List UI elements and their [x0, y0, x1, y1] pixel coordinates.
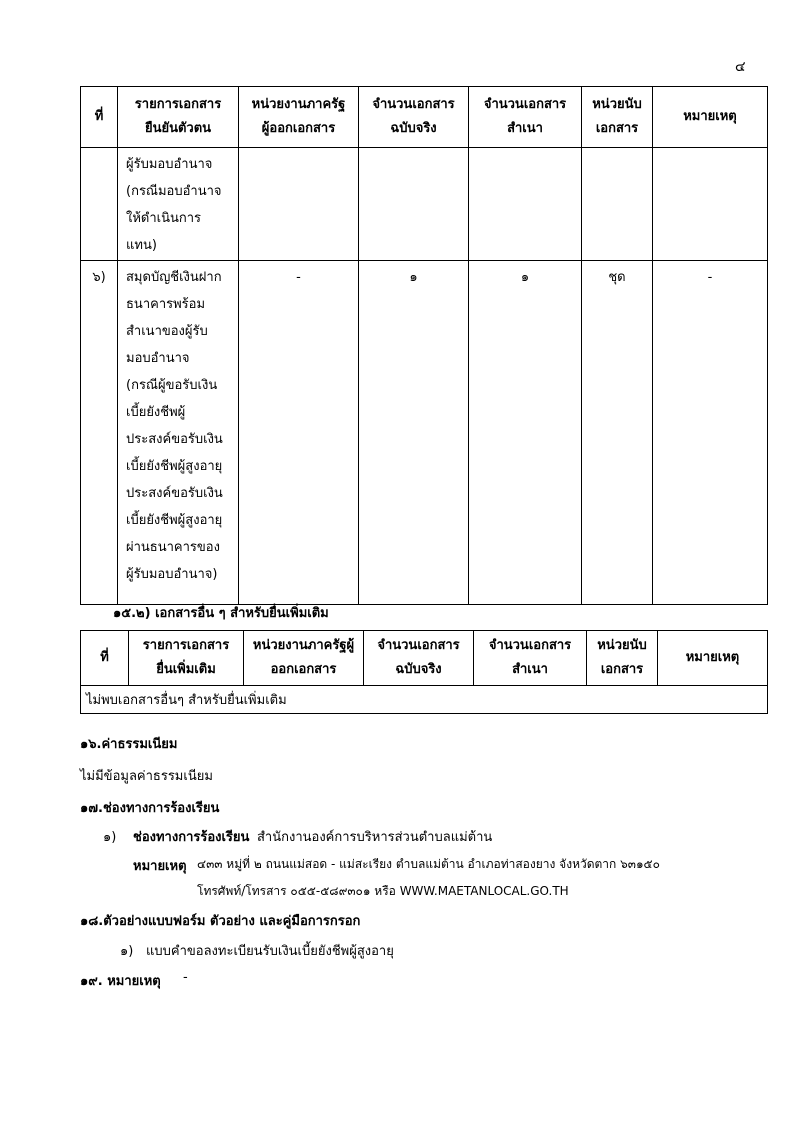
col-header-note: หมายเหตุ — [658, 631, 768, 686]
table-row — [81, 261, 768, 605]
row-agency — [239, 148, 359, 261]
row-original: ๑ — [359, 261, 469, 605]
col-header-no: ที่ — [81, 631, 129, 686]
row-unit: ชุด — [582, 261, 653, 605]
page-number: ๔ — [735, 59, 746, 75]
row-no: ๖) — [81, 261, 118, 605]
row-no — [81, 148, 118, 261]
documents-table — [80, 86, 768, 605]
row-original — [359, 148, 469, 261]
section-18-item-text: แบบคำขอลงทะเบียนรับเงินเบี้ยยังชีพผู้สูงอายุ — [146, 944, 394, 959]
row-agency: - — [239, 261, 359, 605]
col-header-original: จำนวนเอกสาร ฉบับจริง — [359, 87, 469, 148]
table-row — [81, 148, 768, 261]
section-17-note-label: หมายเหตุ — [133, 859, 187, 874]
col-header-agency: หน่วยงานภาครัฐ ผู้ออกเอกสาร — [239, 87, 359, 148]
section-17-note-value: ๔๓๓ หมู่ที่ ๒ ถนนแม่สอด - แม่สะเรียง ตำบลแม่ต้าน อำเภอท่าสองยาง จังหวัดตาก ๖๓๑๕๐ — [197, 857, 660, 871]
col-header-agency: หน่วยงานภาครัฐผู้ ออกเอกสาร — [244, 631, 364, 686]
col-header-item: รายการเอกสาร ยื่นเพิ่มเติม — [129, 631, 244, 686]
col-header-original: จำนวนเอกสาร ฉบับจริง — [364, 631, 474, 686]
col-header-unit: หน่วยนับ เอกสาร — [587, 631, 658, 686]
table-header-row — [81, 631, 768, 686]
section-19-text: - — [183, 970, 188, 985]
table-row — [81, 686, 768, 714]
empty-message: ไม่พบเอกสารอื่นๆ สำหรับยื่นเพิ่มเติม — [81, 686, 768, 714]
col-header-unit: หน่วยนับ เอกสาร — [582, 87, 653, 148]
col-header-note: หมายเหตุ — [653, 87, 768, 148]
row-note: - — [653, 261, 768, 605]
section-15-2-heading: ๑๕.๒) เอกสารอื่น ๆ สำหรับยื่นเพิ่มเติม — [113, 606, 329, 621]
section-17-item-value: สำนักงานองค์การบริหารส่วนตำบลแม่ต้าน — [257, 830, 493, 845]
section-16-text: ไม่มีข้อมูลค่าธรรมเนียม — [80, 769, 213, 784]
table-header-row — [81, 87, 768, 148]
col-header-no: ที่ — [81, 87, 118, 148]
section-16-heading: ๑๖.ค่าธรรมเนียม — [80, 737, 178, 752]
row-item: สมุดบัญชีเงินฝาก ธนาคารพร้อม สำเนาของผู้รับ มอบอำนาจ (กรณีผู้ขอรับเงิน เบี้ยยังชีพผู้ ประสงค์ขอรับเงิน เบี้ยยังชีพผู้สูงอายุ ประสงค์ขอรับเงิน เบี้ยยังชีพผู้สูงอายุ ผ่านธนาคารของ ผู้รับมอบอำนาจ) — [118, 261, 239, 605]
col-header-copy: จำนวนเอกสาร สำเนา — [469, 87, 582, 148]
row-note — [653, 148, 768, 261]
section-17-item-no: ๑) — [103, 830, 117, 845]
section-17-contact: โทรศัพท์/โทรสาร ๐๕๕-๕๘๙๓๐๑ หรือ WWW.MAETANLOCAL.GO.TH — [197, 884, 569, 898]
additional-documents-table — [80, 630, 768, 714]
row-copy: ๑ — [469, 261, 582, 605]
section-18-item-no: ๑) — [120, 944, 134, 959]
row-unit — [582, 148, 653, 261]
section-19-heading: ๑๙. หมายเหตุ — [80, 974, 161, 989]
col-header-copy: จำนวนเอกสาร สำเนา — [474, 631, 587, 686]
section-18-heading: ๑๘.ตัวอย่างแบบฟอร์ม ตัวอย่าง และคู่มือการกรอก — [80, 914, 361, 929]
row-item: ผู้รับมอบอำนาจ (กรณีมอบอำนาจ ให้ดำเนินการ แทน) — [118, 148, 239, 261]
section-17-item-label: ช่องทางการร้องเรียน — [133, 830, 250, 845]
row-copy — [469, 148, 582, 261]
col-header-item: รายการเอกสาร ยืนยันตัวตน — [118, 87, 239, 148]
section-17-heading: ๑๗.ช่องทางการร้องเรียน — [80, 801, 220, 816]
